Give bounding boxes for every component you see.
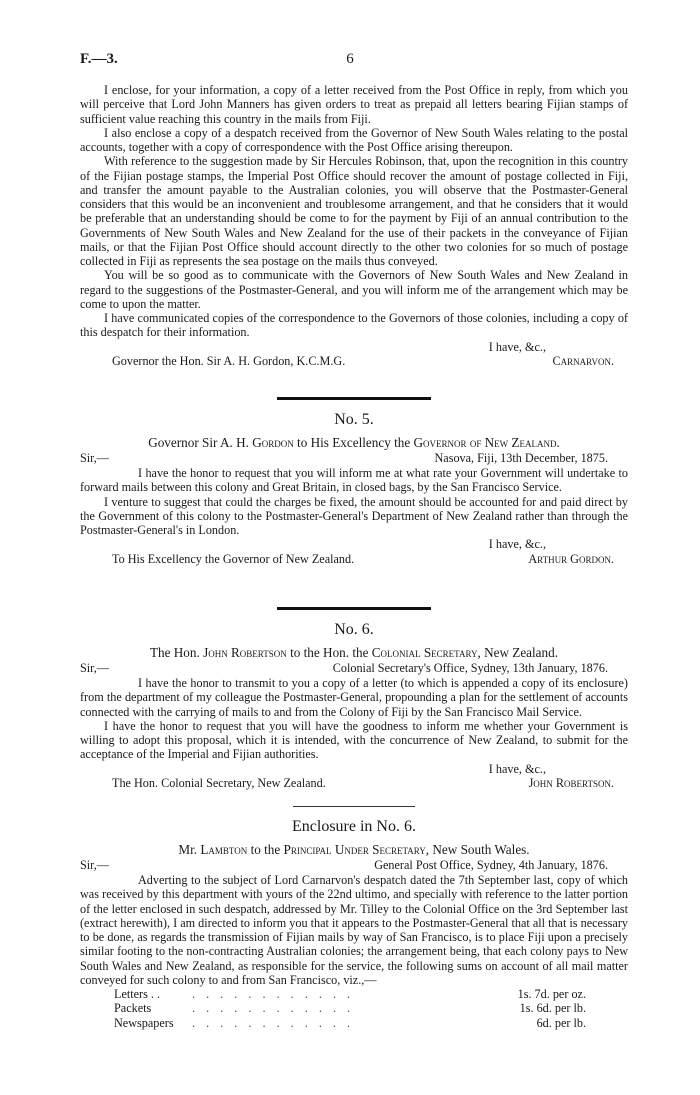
closing: I have, &c.,	[488, 761, 546, 776]
date-place: General Post Office, Sydney, 4th January, 1876.	[374, 858, 608, 872]
closing: I have, &c.,	[488, 339, 546, 354]
paragraph: I also enclose a copy of a despatch received from the Governor of New South Wales relating to the postal accounts, together with a copy of correspondence with the Post Office arising thereupon.	[80, 125, 628, 154]
signature: Arthur Gordon.	[528, 551, 614, 566]
divider-rule	[277, 397, 431, 400]
rates-table	[114, 987, 628, 1030]
rate-row	[114, 1016, 628, 1030]
dateline	[80, 661, 628, 676]
signature-line	[80, 776, 628, 790]
paragraph: I have communicated copies of the correspondence to the Governors of those colonies, including a copy of this despatch for their information.	[80, 311, 628, 340]
dateline	[80, 451, 628, 466]
letter-title: Mr. Lambton to the Principal Under Secretary, New South Wales.	[178, 842, 530, 857]
paragraph: I venture to suggest that could the charges be fixed, the amount should be accounted for and paid direct by the Government of this colony to the Postmaster-General's Department of New Zealand rather than through the Postmaster-General's in London.	[80, 494, 628, 537]
rate-row	[114, 987, 628, 1001]
rate-value: 1s. 6d. per lb.	[519, 1001, 586, 1016]
letter-heading: No. 5.	[334, 411, 374, 428]
date-place: Colonial Secretary's Office, Sydney, 13th January, 1876.	[332, 661, 608, 675]
date-place: Nasova, Fiji, 13th December, 1875.	[434, 451, 608, 465]
dot-leader: . . . . . . . . . . . .	[192, 1015, 355, 1030]
rate-item: Newspapers	[114, 1015, 174, 1030]
paragraph: I enclose, for your information, a copy of a letter received from the Post Office in reply, from which you will perceive that Lord John Manners has given orders to treat as prepaid all letters bearing Fijian stamps of sufficient value reaching this country in the mails from Fiji.	[80, 83, 628, 126]
paragraph: You will be so good as to communicate with the Governors of New South Wales and New Zealand in regard to the suggestions of the Postmaster-General, and you will inform me of the arrangement which may be come to upon the matter.	[80, 268, 628, 311]
signature-line	[80, 354, 628, 368]
letter-title: Governor Sir A. H. Gordon to His Excellency the Governor of New Zealand.	[148, 435, 560, 450]
paragraph: I have the honor to request that you will inform me at what rate your Government will undertake to forward mails between this colony and Great Britain, in closed bags, by the San Francisco Service.	[80, 466, 628, 495]
letter-no-6	[80, 607, 628, 790]
salutation: Sir,—	[80, 451, 109, 465]
dateline	[80, 858, 628, 873]
page-number: 6	[346, 51, 354, 67]
letter-continuation	[80, 83, 628, 368]
rate-value: 1s. 7d. per oz.	[517, 987, 586, 1001]
paragraph: I have the honor to request that you will have the goodness to inform me whether your Government is willing to adopt this proposal, which it is intended, with the concurrence of New Zealand, to submit for the acceptance of the Imperial and Fijian authorities.	[80, 718, 628, 762]
addressee: To His Excellency the Governor of New Zealand.	[112, 551, 355, 566]
addressee: The Hon. Colonial Secretary, New Zealand.	[112, 775, 326, 790]
document-reference: F.—3.	[80, 51, 118, 67]
signature-line	[80, 552, 628, 566]
paragraph: I have the honor to transmit to you a copy of a letter (to which is appended a copy of its enclosure) from the department of my colleague the Postmaster-General, propounding a plan for the settlement of accounts connected with the carrying of mails to and from the Colony of Fiji by the San Francisco Mail Service.	[80, 676, 628, 719]
letter-heading: Enclosure in No. 6.	[292, 818, 416, 835]
letter-title: The Hon. John Robertson to the Hon. the Colonial Secretary, New Zealand.	[149, 645, 559, 660]
addressee: Governor the Hon. Sir A. H. Gordon, K.C.M.G.	[112, 353, 346, 368]
rate-item: Packets	[114, 1001, 152, 1016]
salutation: Sir,—	[80, 858, 109, 872]
rate-row	[114, 1001, 628, 1015]
signature: Carnarvon.	[552, 353, 614, 368]
rate-value: 6d. per lb.	[536, 1015, 586, 1030]
rate-item: Letters . .	[114, 987, 161, 1001]
salutation: Sir,—	[80, 661, 109, 675]
dot-leader: . . . . . . . . . . . .	[192, 1001, 355, 1016]
paragraph: Adverting to the subject of Lord Carnarvon's despatch dated the 7th September last, copy of which was received by this department with yours of the 22nd ultimo, and specially with reference to the latter portion of the letter enclosed in such despatch, addressed by Mr. Tilley to the Colonial Office on the 3rd September last (extract herewith), I am directed to inform you that it appears to the Postmaster-General that all that is necessary to be done, as regards the transmission of Fijian mails by way of San Francisco, is to place Fiji upon a precisely similar footing to the non-contracting Australian colonies; the arrangement being, that each colony pays to New South Wales and New Zealand, as responsible for the service, the following sums on account of all mail matter conveyed for such colony to and from San Francisco, viz.,—	[80, 873, 628, 987]
paragraph: With reference to the suggestion made by Sir Hercules Robinson, that, upon the recognition in this country of the Fijian postage stamps, the Imperial Post Office should recover the amount of postage collected in Fiji, and transfer the amount payable to the Australian colonies, you will observe that the Postmaster-General considers that this would be an inconvenient and troublesome arrangement, and that he considers that it would be preferable that an understanding should be come to for the payment by Fiji of an annual contribution to the Governments of New South Wales and New Zealand for the use of their packets in the conveyance of Fijian mails, or that the Fijian Post Office should account directly to the other two colonies for so much of postage collected in Fiji as represents the sea postage on the mails thus conveyed.	[80, 154, 628, 268]
signature: John Robertson.	[528, 775, 614, 790]
page-header	[80, 52, 620, 72]
letter-heading: No. 6.	[334, 621, 374, 638]
closing: I have, &c.,	[488, 537, 546, 552]
divider-rule	[293, 806, 415, 807]
divider-rule	[277, 607, 431, 610]
dot-leader: . . . . . . . . . . . .	[192, 987, 355, 1001]
letter-no-5	[80, 397, 628, 566]
enclosure-no-6	[80, 806, 628, 1030]
